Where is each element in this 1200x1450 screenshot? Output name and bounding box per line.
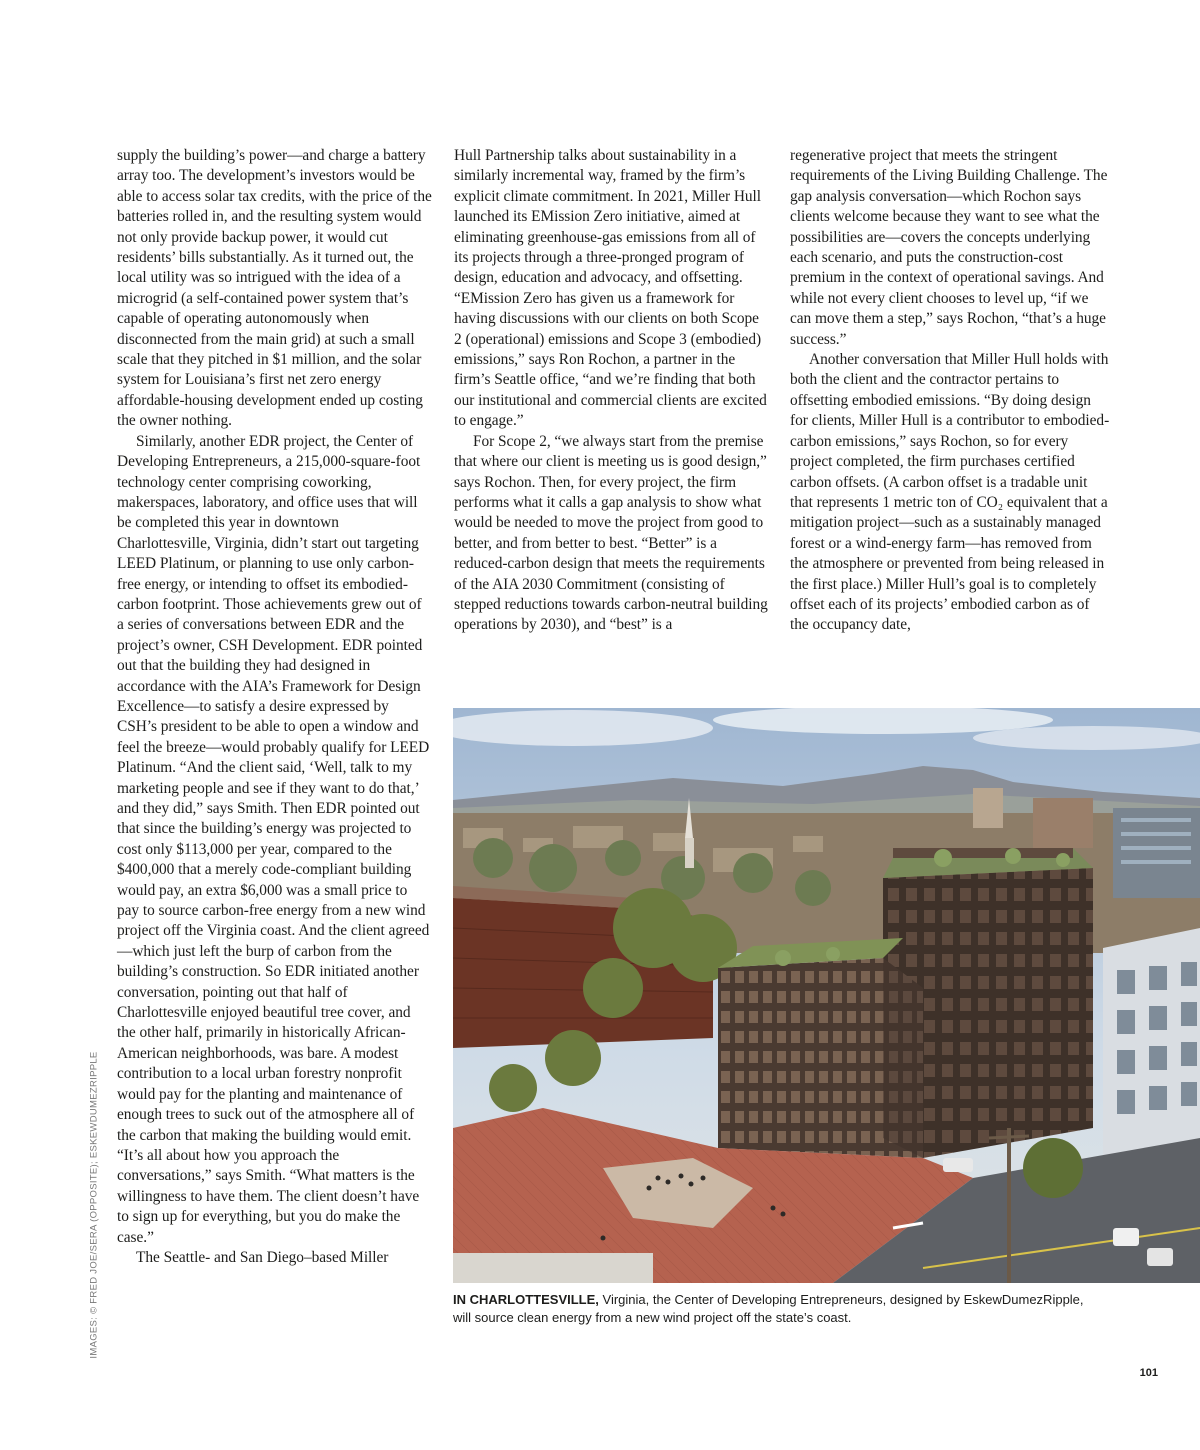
page-number: 101: [1139, 1367, 1158, 1379]
paragraph: Hull Partnership talks about sustainability in a similarly incremental way, framed by the firm’s explicit climate commitment. In 2021, Miller Hull launched its EMission Zero initiative, aimed at eliminating greenhouse-gas emissions from all of its projects through a three-pronged program of design, education and advocacy, and offsetting. “EMission Zero has given us a framework for having discussions with our clients on both Scope 2 (operational) emissions and Scope 3 (embodied) emissions,” says Ron Rochon, a partner in the firm’s Seattle office, “and we’re finding that both our institutional and commercial clients are excited to engage.”: [454, 147, 767, 430]
paragraph: Another conversation that Miller Hull holds with both the client and the contractor pertains to offsetting embodied emissions. “By doing design for clients, Miller Hull is a contributor to embodied-carbon emissions,” says Rochon, so for every project completed, the firm purchases certified carbon offsets. (A carbon offset is a tradable unit that represents 1 metric ton of CO₂ equivalent that a mitigation project—such as a sustainably managed forest or a wind-energy farm—has removed from the atmosphere or prevented from being released in the first place.) Miller Hull’s goal is to completely offset each of its projects’ embodied carbon as of the occupancy date,: [790, 351, 1110, 634]
photo-caption: [453, 1291, 1093, 1326]
article-column-2: [454, 146, 770, 636]
paragraph: supply the building’s power—and charge a battery array too. The development’s investors would be able to access solar tax credits, with the price of the batteries rolled in, and the resulting system would not only provide backup power, it would cut residents’ bills substantially. As it turned out, the local utility was so intrigued with the idea of a microgrid (a self-contained power system that’s capable of operating autonomously when disconnected from the main grid) at such a small scale that they pitched in $1 million, and the solar system for Louisiana’s first net zero energy affordable-housing development ended up costing the owner nothing.: [117, 147, 432, 430]
paragraph: Similarly, another EDR project, the Center of Developing Entrepreneurs, a 215,000-square-foot technology center comprising coworking, makerspaces, laboratory, and office uses that will be completed this year in downtown Charlottesville, Virginia, didn’t start out targeting LEED Platinum, or planning to use only carbon-free energy, or intending to offset its embodied-carbon footprint. Those achievements grew out of a series of conversations between EDR and the project’s owner, CSH Development. EDR pointed out that the building they had designed in accordance with the AIA’s Framework for Design Excellence—to satisfy a desire expressed by CSH’s president to be able to open a window and feel the breeze—would probably qualify for LEED Platinum. “And the client said, ‘Well, talk to my marketing people and see if they want to do that,’ and they did,” says Smith. Then EDR pointed out that since the building’s energy was projected to cost only $113,000 per year, compared to the $400,000 that a merely code-compliant building would pay, an extra $6,000 was a small price to pay to source carbon-free energy from a new wind project off the Virginia coast. And the client agreed—which just left the burp of carbon from the building’s construction. So EDR initiated another conversation, pointing out that half of Charlottesville enjoyed beautiful tree cover, and the other half, primarily in historically African-American neighborhoods, was bare. A modest contribution to a local urban forestry nonprofit would pay for the planting and maintenance of enough trees to suck out of the atmosphere all of the carbon that making the building would emit. “It’s all about how you approach the conversations,” says Smith. “What matters is the willingness to have them. The client doesn’t have to sign up for everything, but you do make the case.”: [117, 432, 430, 1246]
caption-lead: IN CHARLOTTESVILLE,: [453, 1292, 599, 1307]
article-column-1: [117, 146, 432, 1268]
caption-text: Virginia, the Center of Developing Entrepreneurs, designed by EskewDumezRipple, will source clean energy from a new wind project off the state’s coast.: [453, 1292, 1084, 1325]
paragraph: regenerative project that meets the stringent requirements of the Living Building Challenge. The gap analysis conversation—which Rochon says clients welcome because they want to see what the possibilities are—covers the concepts underlying each scenario, and puts the construction-cost premium in the context of operational savings. And while not every client chooses to level up, “if we can move them a step,” says Rochon, “that’s a huge success.”: [790, 147, 1108, 348]
photo-credit: IMAGES: © FRED JOE/SERA (OPPOSITE); ESKEWDUMEZRIPPLE: [88, 1051, 100, 1359]
paragraph: The Seattle- and San Diego–based Miller: [136, 1248, 389, 1266]
paragraph: For Scope 2, “we always start from the premise that where our client is meeting us is good design,” says Rochon. Then, for every project, the firm performs what it calls a gap analysis to show what would be needed to move the project from good to better, and from better to best. “Better” is a reduced-carbon design that meets the requirements of the AIA 2030 Commitment (consisting of stepped reductions towards carbon-neutral building operations by 2030), and “best” is a: [454, 432, 768, 634]
building-aerial-photo: [453, 708, 1200, 1283]
article-column-3: [790, 146, 1110, 636]
